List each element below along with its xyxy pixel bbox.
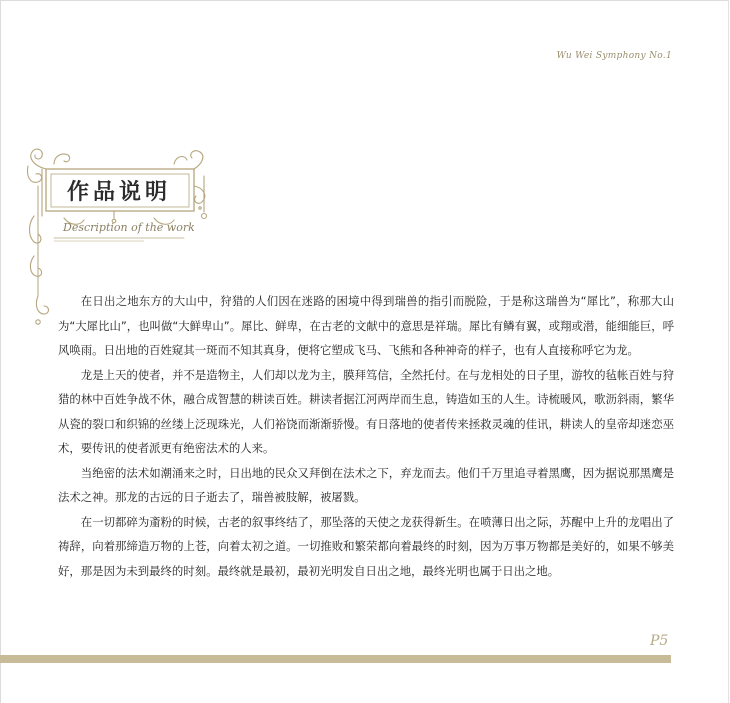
section-title-box xyxy=(51,174,187,207)
paragraph-1: 在日出之地东方的大山中，狩猎的人们因在迷路的困境中得到瑞兽的指引而脱险，于是称这瑞兽为“犀比”，称那大山为“大犀比山”，也叫做“大鲜卑山”。犀比、鲜卑，在古老的文献中的意思是祥瑞。犀比有鳞有翼，或翔或潜，能细能巨，呼风唤雨。日出地的百姓窥其一斑而不知其真身，便将它塑成飞马、飞熊和各种神奇的样子，也有人直接称呼它为龙。 xyxy=(58,294,674,357)
paragraph-3: 当绝密的法术如潮涌来之时，日出地的民众又拜倒在法术之下，弃龙而去。他们千万里追寻着黑鹰，因为据说那黑鹰是法术之神。那龙的古远的日子逝去了，瑞兽被肢解，被屠戮。 xyxy=(58,465,674,504)
paragraph-4: 在一切都碎为齑粉的时候，古老的叙事终结了，那坠落的天使之龙获得新生。在喷薄日出之际，苏醒中上升的龙唱出了祷辞，向着那缔造万物的上苍，向着太初之道。一切推败和繁荣都向着最终的时刻，因为万事万物都是美好的，如果不够美好，那是因为未到最终的时刻。最终就是最初，最初光明发自日出之地，最终光明也属于日出之地。 xyxy=(58,514,674,578)
section-title: 作品说明 xyxy=(66,180,171,205)
body-text xyxy=(58,289,674,583)
footer-bar xyxy=(0,655,671,663)
paragraph-2: 龙是上天的使者，并不是造物主，人们却以龙为主，膜拜笃信，全然托付。在与龙相处的日子里，游牧的毡帐百姓与狩猎的林中百姓争战不休，融合成智慧的耕读百姓。耕读者据江河两岸而生息，铸造如玉的人生。诗梳暖风，歌沥斜雨，繁华从瓷的裂口和织锦的丝缕上泛现珠光，人们裕饶而渐渐骄慢。有日落地的使者传来拯救灵魂的佳讯，耕读人的皇帝却迷恋巫术，要传讯的使者派更有绝密法术的人来。 xyxy=(58,367,674,455)
page-number: P5 xyxy=(650,633,669,649)
section-subtitle: Description of the work xyxy=(63,221,195,234)
running-header: Wu Wei Symphony No.1 xyxy=(556,51,672,61)
